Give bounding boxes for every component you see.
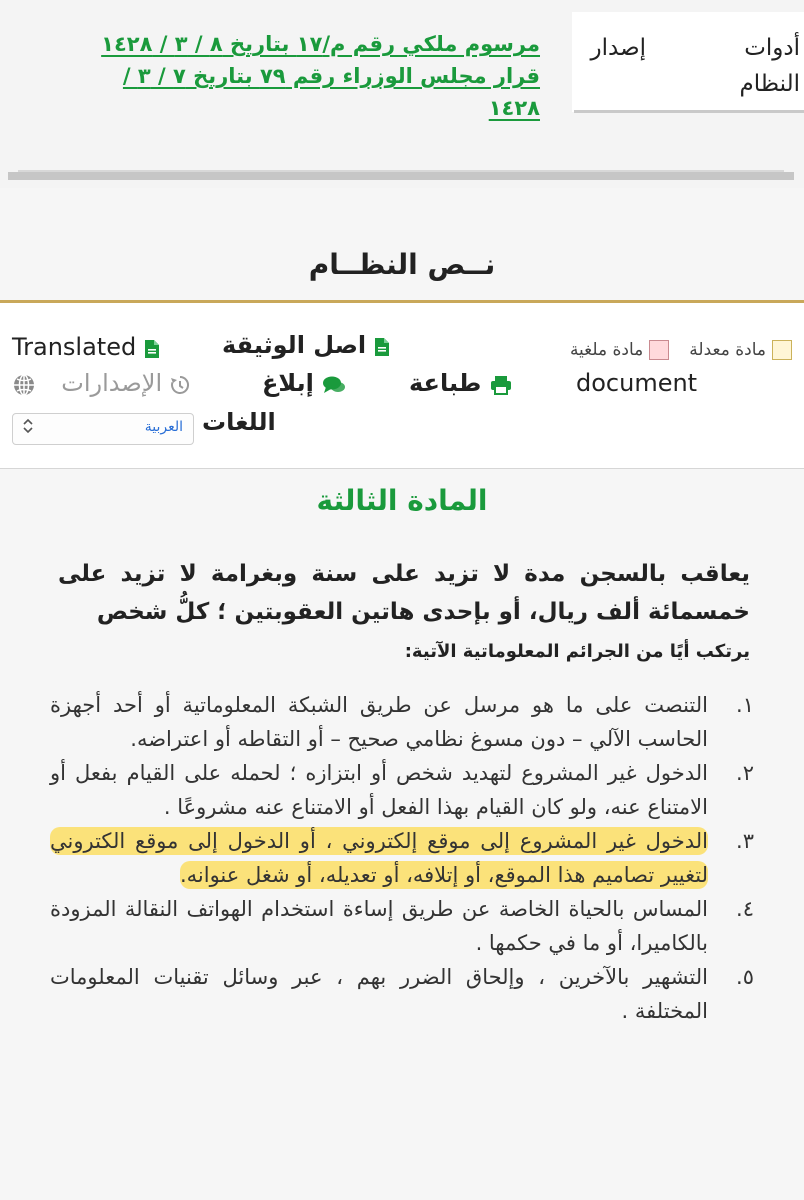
original-document-button[interactable] — [222, 331, 390, 360]
select-arrows-icon — [23, 418, 33, 434]
clause-text: المساس بالحياة الخاصة عن طريق إساءة استخدام الهواتف النقالة المزودة بالكاميرا، أو ما في حكمها . — [50, 897, 708, 955]
legend-amended-label: مادة معدلة — [689, 340, 766, 360]
original-document-label: اصل الوثيقة — [222, 331, 367, 359]
translated-label: Translated — [12, 333, 137, 361]
document-icon — [144, 334, 160, 362]
decree-link[interactable] — [30, 28, 540, 124]
document-icon — [374, 332, 390, 360]
section-heading: نــص النظــام — [308, 248, 496, 281]
chat-bubbles-icon — [322, 370, 346, 398]
legend — [570, 340, 792, 360]
list-item — [50, 960, 754, 1028]
clause-list — [50, 688, 754, 1028]
languages-label: اللغات — [202, 408, 276, 436]
versions-button[interactable] — [12, 369, 190, 398]
legend-cancelled-label: مادة ملغية — [569, 340, 644, 360]
list-item — [50, 756, 754, 824]
article-title: المادة الثالثة — [316, 484, 488, 517]
header-divider — [8, 172, 794, 180]
issue-label: إصدار — [590, 35, 646, 61]
history-icon — [170, 370, 190, 398]
language-selected-value: العربية — [144, 419, 183, 435]
translated-document-button[interactable] — [12, 333, 160, 362]
list-item — [50, 688, 754, 756]
clause-number: ١. — [736, 693, 754, 717]
list-item-highlighted — [50, 824, 754, 892]
translated-document-label-cont[interactable]: document — [576, 369, 698, 397]
article-intro — [58, 555, 750, 671]
article-intro-text: يعاقب بالسجن مدة لا تزيد على سنة وبغرامة لا تزيد على خمسمائة ألف ريال، أو بإحدى هاتين العقوبتين ؛ كلُّ شخص — [58, 561, 750, 625]
clause-number: ٥. — [736, 965, 754, 989]
clause-number: ٣. — [736, 829, 754, 853]
print-button[interactable] — [409, 369, 512, 398]
clause-text: التشهير بالآخرين ، وإلحاق الضرر بهم ، عبر وسائل تقنيات المعلومات المختلفة . — [50, 965, 708, 1023]
clause-text: الدخول غير المشروع لتهديد شخص أو ابتزازه ؛ لحمله على القيام بفعل أو الامتناع عنه، ولو كان القيام بهذا الفعل أو الامتناع عنه مشروعًا . — [50, 761, 708, 819]
globe-icon — [12, 370, 36, 398]
amended-swatch — [772, 340, 792, 360]
report-button[interactable] — [262, 369, 346, 398]
decree-line-2[interactable]: قرار مجلس الوزراء رقم ٧٩ بتاريخ ٧ / ٣ / — [122, 64, 540, 88]
printer-icon — [490, 370, 512, 398]
list-item — [50, 892, 754, 960]
decree-line-3[interactable]: ١٤٢٨ — [488, 96, 540, 120]
tools-panel-underline — [574, 110, 804, 113]
cancelled-swatch — [649, 340, 669, 360]
header-area — [0, 0, 804, 188]
system-tools-tab[interactable]: أدوات النظام — [739, 35, 800, 97]
clause-number: ٢. — [736, 761, 754, 785]
clause-text: التنصت على ما هو مرسل عن طريق الشبكة المعلوماتية أو أحد أجهزة الحاسب الآلي – دون مسوغ نظامي صحيح – أو التقاطه أو اعتراضه. — [50, 693, 708, 751]
versions-label: الإصدارات — [61, 369, 163, 397]
report-label: إبلاغ — [262, 369, 314, 397]
language-select[interactable] — [12, 413, 194, 445]
clause-number: ٤. — [736, 897, 754, 921]
print-label: طباعة — [409, 369, 482, 397]
decree-line-1[interactable]: مرسوم ملكي رقم م/١٧ بتاريخ ٨ / ٣ / ١٤٢٨ — [101, 32, 540, 56]
article-intro-tail: يرتكب أيًا من الجرائم المعلوماتية الآتية: — [404, 641, 750, 662]
document-toolbar — [0, 300, 804, 469]
clause-text-highlighted: الدخول غير المشروع إلى موقع إلكتروني ، أو الدخول إلى موقع الكتروني لتغيير تصاميم هذا الموقع، أو إتلافه، أو تعديله، أو شغل عنوانه. — [50, 829, 708, 887]
